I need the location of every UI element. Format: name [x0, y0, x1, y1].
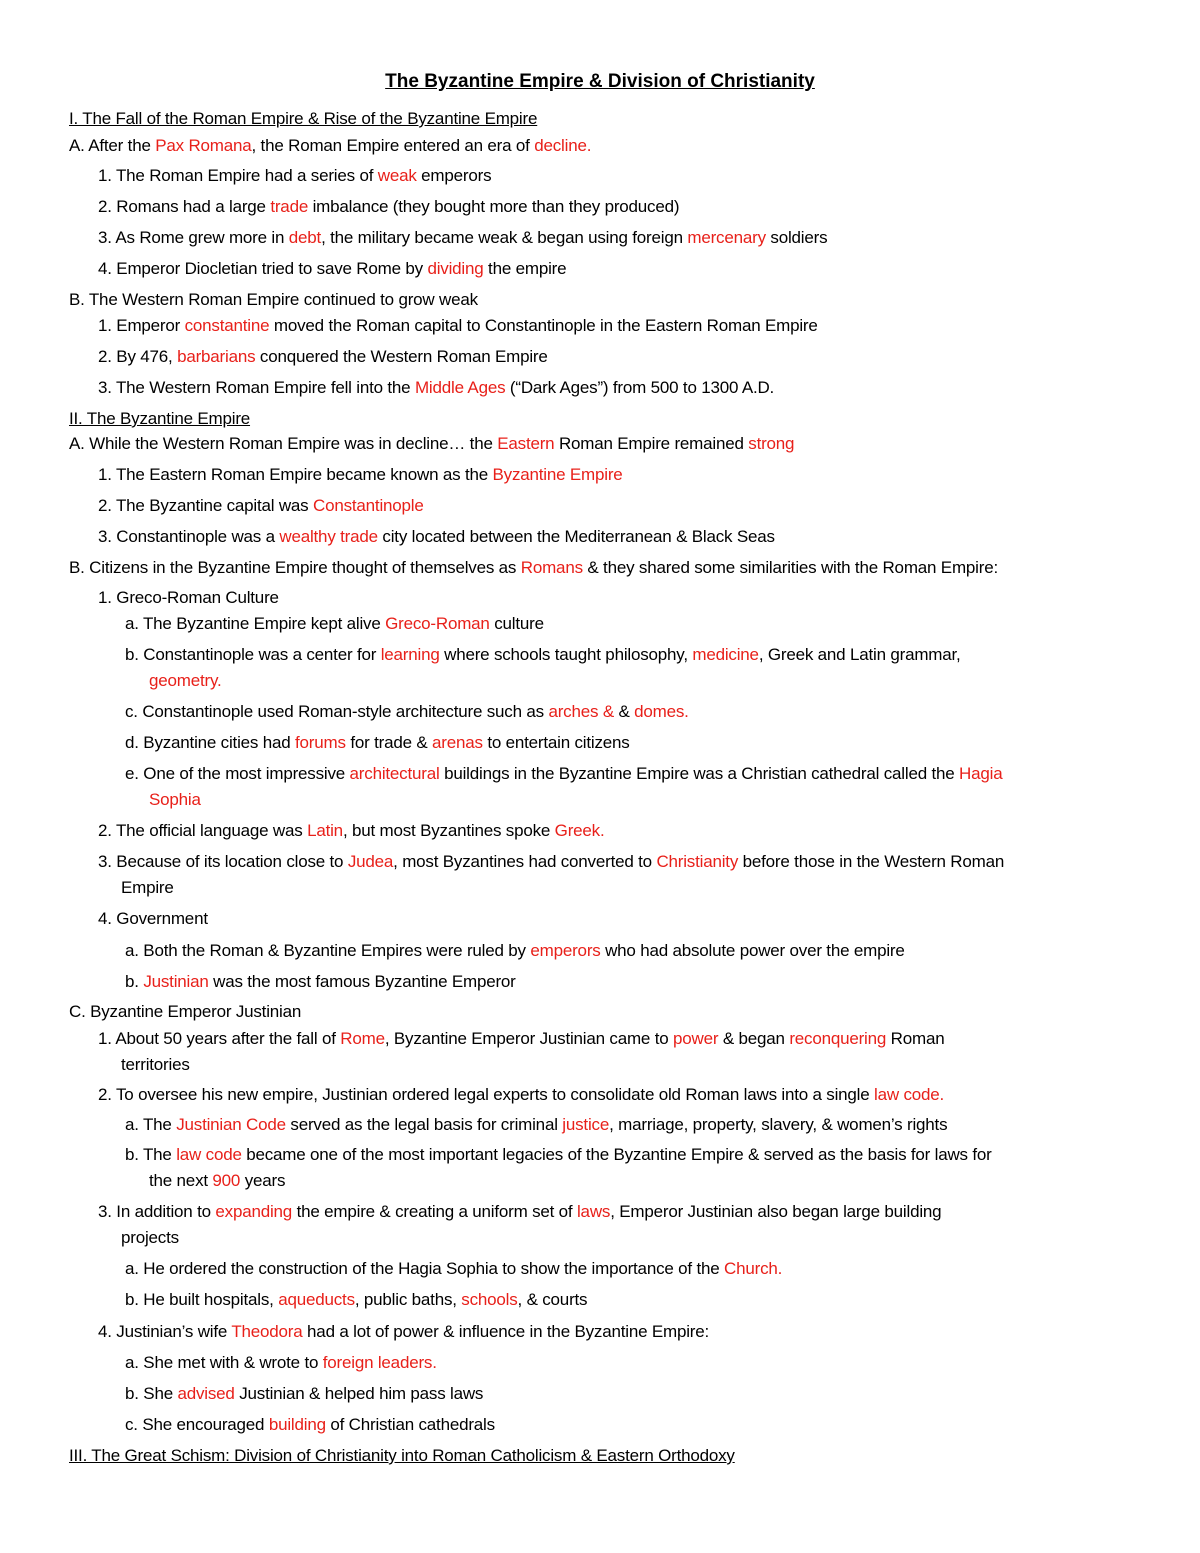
outline-item-number [98, 1085, 944, 1105]
line-text: b. She [125, 1384, 178, 1403]
line-text: Roman [886, 1029, 945, 1048]
outline-subitem [125, 733, 630, 753]
highlighted-term: emperors [530, 941, 601, 960]
highlighted-term: Judea [347, 852, 394, 871]
line-text: 3. As Rome grew more in [98, 228, 289, 247]
outline-item-number [98, 378, 774, 398]
highlighted-term: Greek. [554, 821, 605, 840]
highlighted-term: schools [461, 1290, 518, 1309]
outline-item-number [98, 166, 491, 186]
line-text: the empire [483, 259, 567, 278]
line-text: was the most famous Byzantine Emperor [208, 972, 516, 991]
line-text: , the military became weak & began using foreign [321, 228, 688, 247]
highlighted-term: architectural [349, 764, 440, 783]
highlighted-term: trade [270, 197, 309, 216]
line-text: , Greek and Latin grammar, [758, 645, 961, 664]
line-text: conquered the Western Roman Empire [255, 347, 548, 366]
line-text: b. [125, 972, 144, 991]
highlighted-term: Pax Romana [155, 136, 252, 155]
line-text: II. The Byzantine Empire [69, 409, 251, 428]
highlighted-term: Rome [340, 1029, 385, 1048]
line-text: where schools taught philosophy, [439, 645, 693, 664]
outline-item-number [98, 496, 424, 516]
highlighted-term: Hagia [959, 764, 1003, 783]
outline-item-number [98, 1322, 709, 1342]
outline-item-number [98, 465, 623, 485]
highlighted-term: law code [176, 1145, 242, 1164]
outline-subitem-continued [149, 671, 222, 691]
outline-subitem-continued [149, 1171, 285, 1191]
line-text: 2. The official language was [98, 821, 308, 840]
line-text: Roman Empire remained [554, 434, 749, 453]
line-text: B. Citizens in the Byzantine Empire thought of themselves as [69, 558, 521, 577]
line-text: city located between the Mediterranean & Black Seas [377, 527, 775, 546]
outline-subitem [125, 764, 1002, 784]
line-text: 1. About 50 years after the fall of [98, 1029, 341, 1048]
line-text: b. The [125, 1145, 177, 1164]
highlighted-term: Constantinople [313, 496, 424, 515]
line-text: 1. The Eastern Roman Empire became known as the [98, 465, 493, 484]
highlighted-term: Greco-Roman [385, 614, 490, 633]
outline-item-continued [121, 1228, 179, 1248]
line-text: culture [489, 614, 544, 633]
highlighted-term: power [673, 1029, 719, 1048]
line-text: 4. Justinian’s wife [98, 1322, 232, 1341]
line-text: imbalance (they bought more than they produced) [308, 197, 680, 216]
outline-item-continued [121, 1055, 190, 1075]
line-text: & began [718, 1029, 790, 1048]
highlighted-term: mercenary [687, 228, 766, 247]
highlighted-term: Sophia [149, 790, 201, 809]
outline-item-letter [69, 434, 794, 454]
line-text: who had absolute power over the empire [600, 941, 905, 960]
line-text: 1. Emperor [98, 316, 185, 335]
highlighted-term: Middle Ages [414, 378, 506, 397]
line-text: for trade & [345, 733, 433, 752]
outline-item-number [98, 821, 605, 841]
line-text: served as the legal basis for criminal [285, 1115, 563, 1134]
line-text: 1. Greco-Roman Culture [98, 588, 279, 607]
line-text: 4. Government [98, 909, 208, 928]
line-text: a. The [125, 1115, 177, 1134]
line-text: A. After the [69, 136, 156, 155]
highlighted-term: dividing [427, 259, 484, 278]
highlighted-term: justice [562, 1115, 610, 1134]
outline-item-number [98, 588, 279, 608]
line-text: Justinian & helped him pass laws [234, 1384, 484, 1403]
outline-item-number [98, 259, 566, 279]
line-text: a. The Byzantine Empire kept alive [125, 614, 386, 633]
line-text: to entertain citizens [482, 733, 630, 752]
line-text: & they shared some similarities with the Roman Empire: [582, 558, 998, 577]
highlighted-term: arches & [548, 702, 619, 721]
outline-item-number [98, 909, 208, 929]
line-text: , & courts [517, 1290, 588, 1309]
highlighted-term: Justinian [143, 972, 209, 991]
line-text: , most Byzantines had converted to [393, 852, 657, 871]
outline-item-number [98, 1202, 941, 1222]
line-text: , marriage, property, slavery, & women’s rights [609, 1115, 948, 1134]
document-title: The Byzantine Empire & Division of Christianity [385, 71, 815, 92]
line-text: c. Constantinople used Roman-style architecture such as [125, 702, 549, 721]
line-text: , the Roman Empire entered an era of [251, 136, 535, 155]
highlighted-term: debt [288, 228, 322, 247]
highlighted-term: Romans [520, 558, 583, 577]
outline-item-number [98, 852, 1004, 872]
outline-subitem [125, 1259, 782, 1279]
highlighted-term: decline. [534, 136, 592, 155]
line-text: 2. By 476, [98, 347, 178, 366]
highlighted-term: Christianity [656, 852, 739, 871]
outline-item-number [98, 316, 818, 336]
line-text: became one of the most important legacies of the Byzantine Empire & served as the basis for laws for [241, 1145, 992, 1164]
highlighted-term: barbarians [177, 347, 256, 366]
outline-subitem [125, 1415, 495, 1435]
highlighted-term: aqueducts [278, 1290, 355, 1309]
highlighted-term: domes. [634, 702, 689, 721]
section-heading [69, 1446, 735, 1466]
line-text: 3. Because of its location close to [98, 852, 348, 871]
outline-item-letter [69, 136, 591, 156]
highlighted-term: learning [380, 645, 440, 664]
line-text: III. The Great Schism: Division of Christianity into Roman Catholicism & Eastern Orthodoxy [69, 1446, 735, 1465]
line-text: of Christian cathedrals [325, 1415, 495, 1434]
highlighted-term: Theodora [231, 1322, 303, 1341]
line-text: c. She encouraged [125, 1415, 269, 1434]
outline-subitem [125, 1353, 437, 1373]
outline-item-number [98, 347, 548, 367]
line-text: buildings in the Byzantine Empire was a Christian cathedral called the [439, 764, 960, 783]
line-text: the next [149, 1171, 213, 1190]
highlighted-term: wealthy trade [279, 527, 378, 546]
highlighted-term: Byzantine Empire [492, 465, 623, 484]
line-text: 4. Emperor Diocletian tried to save Rome by [98, 259, 428, 278]
line-text: before those in the Western Roman [738, 852, 1005, 871]
highlighted-term: law code. [874, 1085, 945, 1104]
highlighted-term: medicine [692, 645, 759, 664]
outline-subitem [125, 941, 905, 961]
line-text: territories [121, 1055, 190, 1074]
outline-subitem [125, 702, 689, 722]
line-text: , public baths, [354, 1290, 462, 1309]
line-text: , Byzantine Emperor Justinian came to [384, 1029, 674, 1048]
outline-item-letter [69, 1002, 301, 1022]
highlighted-term: Eastern [497, 434, 555, 453]
section-heading [69, 409, 250, 429]
line-text: 2. Romans had a large [98, 197, 271, 216]
outline-item-number [98, 1029, 944, 1049]
outline-subitem [125, 645, 961, 665]
line-text: 3. Constantinople was a [98, 527, 280, 546]
outline-item-letter [69, 558, 998, 578]
highlighted-term: arenas [432, 733, 483, 752]
line-text: (“Dark Ages”) from 500 to 1300 A.D. [505, 378, 775, 397]
line-text: I. The Fall of the Roman Empire & Rise of the Byzantine Empire [69, 109, 538, 128]
highlighted-term: Latin [307, 821, 343, 840]
line-text: d. Byzantine cities had [125, 733, 296, 752]
line-text: C. Byzantine Emperor Justinian [69, 1002, 302, 1021]
line-text: B. The Western Roman Empire continued to grow weak [69, 290, 478, 309]
outline-item-number [98, 527, 775, 547]
line-text: 1. The Roman Empire had a series of [98, 166, 378, 185]
highlighted-term: geometry. [149, 671, 222, 690]
line-text: , Emperor Justinian also began large building [610, 1202, 942, 1221]
line-text: A. While the Western Roman Empire was in decline… the [69, 434, 498, 453]
line-text: Empire [121, 878, 174, 897]
highlighted-term: building [268, 1415, 326, 1434]
line-text: & [618, 702, 635, 721]
line-text: the empire & creating a uniform set of [292, 1202, 577, 1221]
line-text: b. Constantinople was a center for [125, 645, 381, 664]
line-text: 3. The Western Roman Empire fell into the [98, 378, 415, 397]
highlighted-term: laws [576, 1202, 611, 1221]
line-text: had a lot of power & influence in the Byzantine Empire: [302, 1322, 710, 1341]
outline-subitem [125, 1384, 483, 1404]
highlighted-term: weak [377, 166, 417, 185]
outline-item-number [98, 197, 679, 217]
outline-subitem [125, 1290, 587, 1310]
line-text: , but most Byzantines spoke [342, 821, 555, 840]
highlighted-term: advised [177, 1384, 235, 1403]
highlighted-term: reconquering [789, 1029, 887, 1048]
line-text: b. He built hospitals, [125, 1290, 279, 1309]
outline-item-letter [69, 290, 478, 310]
line-text: 2. The Byzantine capital was [98, 496, 314, 515]
highlighted-term: Church. [724, 1259, 783, 1278]
outline-item-number [98, 228, 827, 248]
line-text: 2. To oversee his new empire, Justinian ordered legal experts to consolidate old Roman laws into a single [98, 1085, 875, 1104]
line-text: 3. In addition to [98, 1202, 216, 1221]
line-text: soldiers [765, 228, 828, 247]
highlighted-term: foreign leaders. [322, 1353, 437, 1372]
outline-subitem [125, 614, 544, 634]
line-text: a. She met with & wrote to [125, 1353, 323, 1372]
outline-subitem [125, 972, 516, 992]
line-text: a. Both the Roman & Byzantine Empires were ruled by [125, 941, 531, 960]
line-text: emperors [416, 166, 492, 185]
outline-subitem-continued [149, 790, 201, 810]
highlighted-term: expanding [215, 1202, 293, 1221]
line-text: moved the Roman capital to Constantinople in the Eastern Roman Empire [269, 316, 818, 335]
highlighted-term: Justinian Code [176, 1115, 286, 1134]
outline-subitem [125, 1115, 947, 1135]
line-text: projects [121, 1228, 179, 1247]
line-text: e. One of the most impressive [125, 764, 350, 783]
highlighted-term: forums [295, 733, 346, 752]
highlighted-term: 900 [212, 1171, 241, 1190]
highlighted-term: constantine [184, 316, 270, 335]
outline-subitem [125, 1145, 992, 1165]
line-text: years [240, 1171, 286, 1190]
highlighted-term: strong [748, 434, 795, 453]
outline-item-continued [121, 878, 174, 898]
section-heading [69, 109, 537, 129]
line-text: a. He ordered the construction of the Hagia Sophia to show the importance of the [125, 1259, 725, 1278]
